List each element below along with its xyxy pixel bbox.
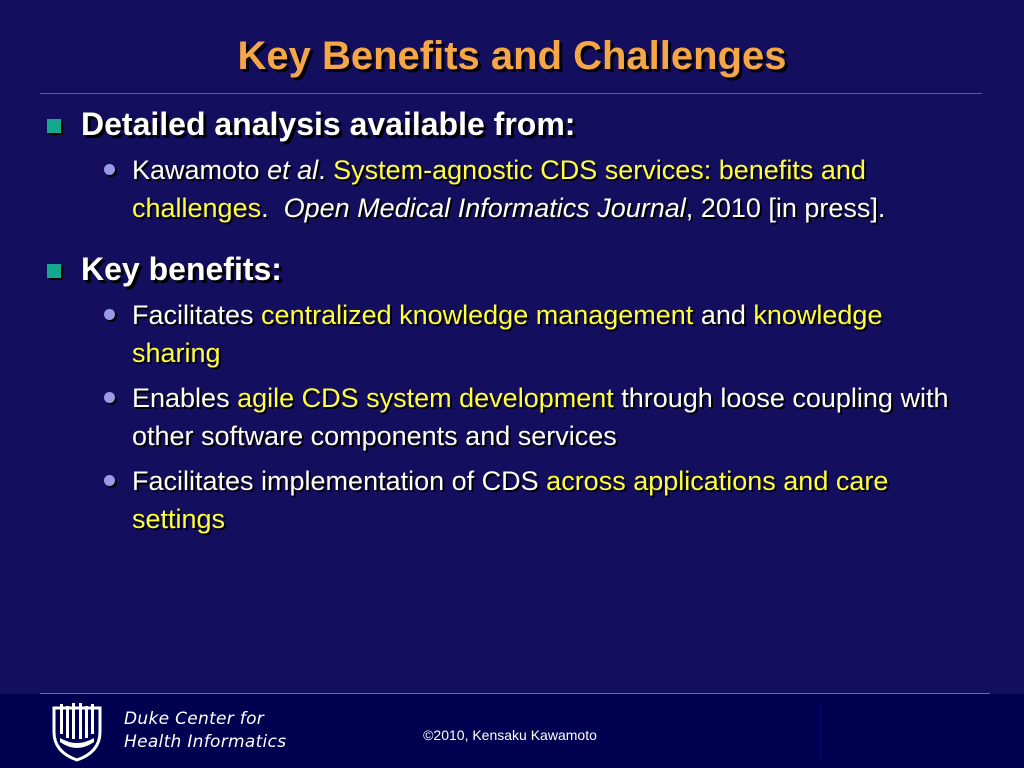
bullet-text-segment: . — [261, 192, 284, 223]
bullet-level2 — [132, 380, 974, 455]
bullet-text-segment: Facilitates — [132, 300, 262, 330]
bullet-text-segment: through loose coupling with other software components and services — [132, 383, 949, 451]
bullet-text-segment: Open Medical Informatics Journal — [283, 192, 686, 223]
bullet-heading: Detailed analysis available from: — [81, 106, 576, 142]
square-bullet-icon — [47, 119, 61, 133]
highlighted-text: centralized knowledge management — [261, 300, 694, 330]
bullet-text-segment: Kawamoto — [132, 155, 268, 185]
highlighted-text: knowledge sharing — [132, 300, 883, 368]
square-bullet-icon — [47, 264, 61, 278]
round-bullet-icon — [104, 475, 115, 486]
bullet-heading: Key benefits: — [81, 251, 282, 287]
title-divider — [40, 93, 982, 94]
slide-body — [44, 104, 974, 546]
bullet-level2 — [132, 297, 974, 372]
bullet-level2 — [132, 152, 974, 227]
slide-title: Key Benefits and Challenges — [237, 34, 787, 78]
bullet-level2 — [132, 463, 974, 538]
footer — [0, 694, 1024, 768]
bullet-level1 — [44, 249, 974, 289]
bullet-text-segment: et al — [267, 155, 319, 185]
bullet-text-segment: . — [318, 155, 334, 185]
organization-name-line2: Health Informatics — [124, 732, 287, 752]
organization-name — [124, 708, 286, 754]
bullet-text-segment: Facilitates implementation of CDS — [132, 466, 547, 496]
organization-name-line1: Duke Center for — [124, 709, 265, 729]
highlighted-text: System-agnostic CDS services: benefits and challenges — [132, 155, 866, 223]
bullet-text-segment: Enables — [132, 383, 238, 413]
duke-chapel-shield-icon — [50, 702, 104, 762]
highlighted-text: agile CDS system development — [237, 383, 614, 413]
round-bullet-icon — [104, 392, 115, 403]
bullet-level1 — [44, 104, 974, 144]
bullet-text-segment: , 2010 [in press]. — [685, 192, 886, 223]
round-bullet-icon — [104, 164, 115, 175]
footer-separator — [820, 704, 821, 760]
copyright-notice: ©2010, Kensaku Kawamoto — [423, 727, 597, 743]
round-bullet-icon — [104, 309, 115, 320]
bullet-text-segment: and — [693, 300, 754, 330]
highlighted-text: across applications and care settings — [132, 466, 889, 534]
